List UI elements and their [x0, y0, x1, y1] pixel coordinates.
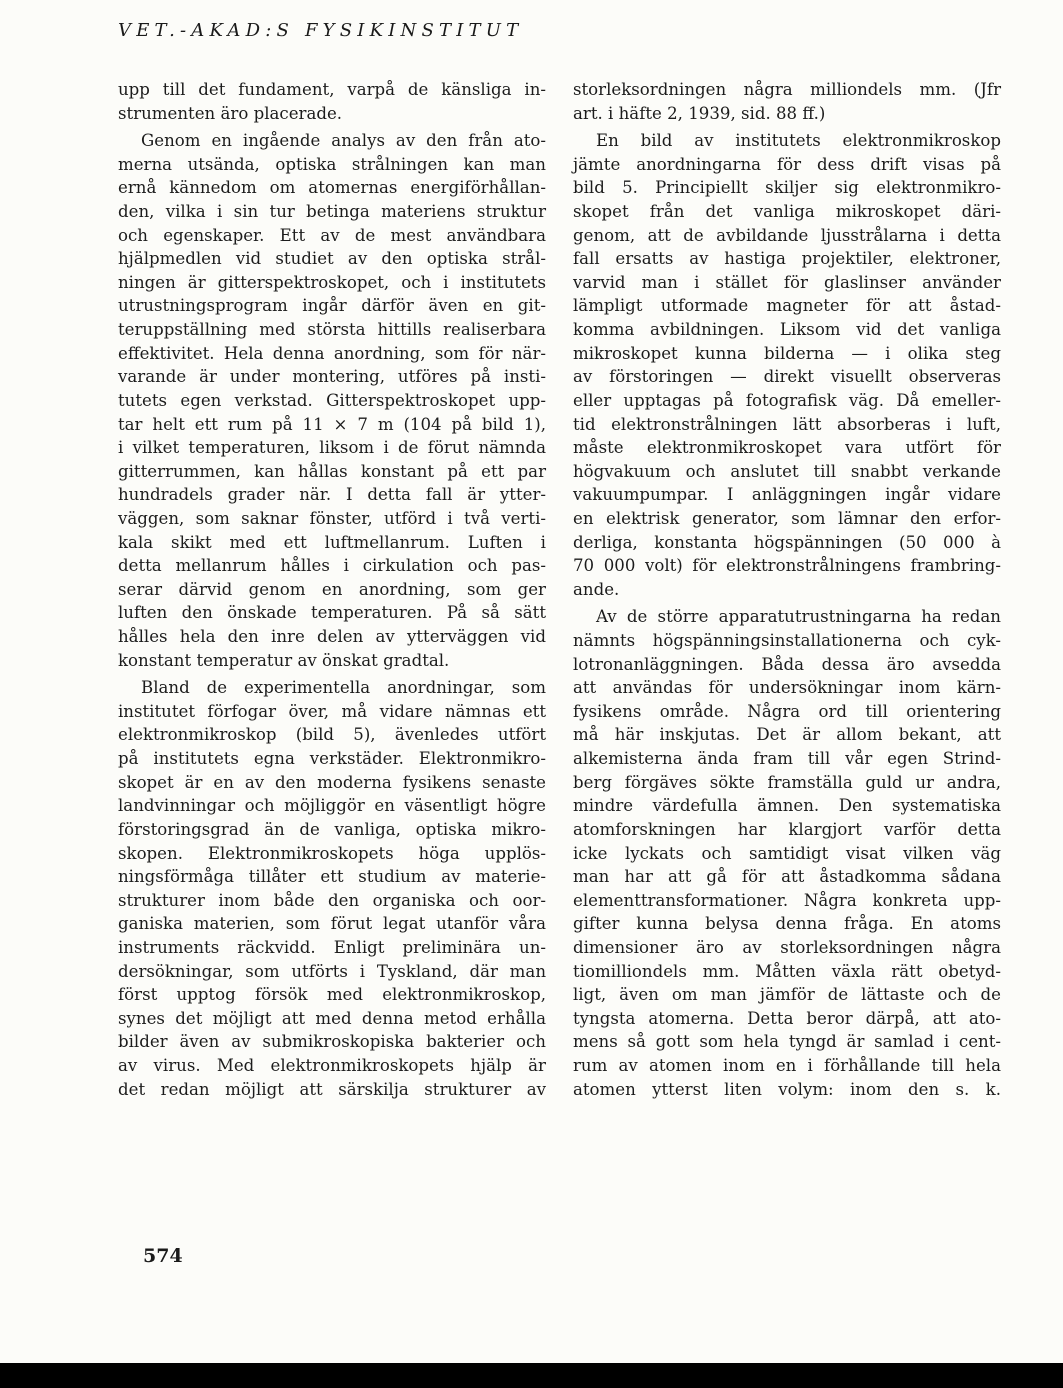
text-line: man har att gå för att åstadkomma sådana — [573, 867, 1001, 887]
text-line: tiomilliondels mm. Måtten växla rätt obetyd- — [573, 961, 1001, 981]
text-line: berg förgäves sökte framställa guld ur andra, — [573, 772, 1001, 792]
text-line: En bild av institutets elektronmikroskop — [596, 131, 1001, 151]
text-line: hålles hela den inre delen av ytterväggen vid — [118, 627, 546, 647]
page-number: 574 — [143, 1245, 183, 1267]
text-line: bild 5. Principiellt skiljer sig elektronmikro- — [573, 178, 1001, 198]
text-line: dimensioner äro av storleksordningen några — [573, 937, 1001, 957]
text-line: tar helt ett rum på 11 × 7 m (104 på bild 1), — [118, 414, 546, 434]
paragraph — [573, 605, 1001, 1101]
text-line: lämpligt utformade magneter för att åstad- — [573, 296, 1001, 316]
text-line: varvid man i stället för glaslinser använder — [573, 272, 1001, 292]
text-line: varande är under montering, utföres på insti- — [118, 367, 546, 387]
text-line: landvinningar och möjliggör en väsentligt högre — [118, 796, 546, 816]
text-line: hjälpmedlen vid studiet av den optiska strål- — [118, 249, 546, 269]
text-line: av förstoringen — direkt visuellt observeras — [573, 367, 1001, 387]
text-line: atomforskningen har klargjort varför detta — [573, 819, 1001, 839]
text-line: tutets egen verkstad. Gitterspektroskopet upp- — [118, 390, 546, 410]
text-line: hundradels grader när. I detta fall är ytter- — [118, 485, 546, 505]
text-line: en elektrisk generator, som lämnar den erfor- — [573, 508, 1001, 528]
text-line: fysikens område. Några ord till orientering — [573, 701, 1001, 721]
text-line: av virus. Med elektronmikroskopets hjälp är — [118, 1055, 546, 1075]
scan-border — [0, 1363, 1063, 1388]
text-line: förstoringsgrad än de vanliga, optiska mikro- — [118, 819, 546, 839]
paragraph — [118, 78, 546, 125]
text-line: mens så gott som hela tyngd är samlad i cent- — [573, 1032, 1001, 1052]
text-line: storleksordningen några milliondels mm. (Jfr — [573, 80, 1001, 99]
text-line: detta mellanrum hålles i cirkulation och pas- — [118, 556, 546, 576]
text-line: genom, att de avbildande ljusstrålarna i detta — [573, 225, 1001, 245]
text-line: dersökningar, som utförts i Tyskland, där man — [118, 961, 546, 981]
text-line: skopen. Elektronmikroskopets höga upplös- — [118, 843, 546, 863]
text-line: upp till det fundament, varpå de känsliga in- — [118, 80, 546, 99]
text-line: utrustningsprogram ingår därför även en git- — [118, 296, 546, 316]
text-line: vakuumpumpar. I anläggningen ingår vidare — [573, 485, 1001, 505]
text-line: lotronanläggningen. Båda dessa äro avsedda — [573, 654, 1001, 674]
left-column — [118, 78, 546, 1105]
text-line: ningen är gitterspektroskopet, och i institutets — [118, 272, 546, 292]
text-line: elektronmikroskop (bild 5), ävenledes utfört — [118, 725, 546, 745]
text-line: eller upptagas på fotografisk väg. Då emeller- — [573, 390, 1001, 410]
text-line: den, vilka i sin tur betinga materiens struktur — [118, 202, 546, 222]
text-line: ernå kännedom om atomernas energiförhållan- — [118, 178, 546, 198]
text-line: elementtransformationer. Några konkreta upp- — [573, 890, 1001, 910]
text-line: art. i häfte 2, 1939, sid. 88 ff.) — [573, 103, 826, 123]
text-line: ganiska materien, som förut legat utanför våra — [118, 914, 546, 934]
text-line: högvakuum och anslutet till snabbt verkande — [573, 461, 1001, 481]
text-line: gitterrummen, kan hållas konstant på ett par — [118, 461, 546, 481]
text-line: atomen ytterst liten volym: inom den s. k. — [573, 1079, 1001, 1099]
text-line: komma avbildningen. Liksom vid det vanliga — [573, 320, 1001, 340]
text-line: Genom en ingående analys av den från ato- — [141, 131, 546, 151]
text-line: tyngsta atomerna. Detta beror därpå, att ato- — [573, 1008, 1001, 1028]
text-line: fall ersatts av hastiga projektiler, elektroner, — [573, 249, 1001, 269]
text-line: och egenskaper. Ett av de mest användbara — [118, 225, 546, 245]
text-line: det redan möjligt att särskilja strukturer av — [118, 1079, 546, 1099]
text-line: effektivitet. Hela denna anordning, som för när- — [118, 343, 546, 363]
text-line: skopet är en av den moderna fysikens senaste — [118, 772, 546, 792]
text-line: jämte anordningarna för dess drift visas på — [573, 154, 1001, 174]
text-line: kala skikt med ett luftmellanrum. Luften i — [118, 532, 546, 552]
text-line: merna utsända, optiska strålningen kan man — [118, 154, 546, 174]
text-line: 70 000 volt) för elektronstrålningens frambring- — [573, 556, 1001, 576]
running-head: VET.-AKAD:S FYSIKINSTITUT — [118, 20, 524, 41]
right-column — [573, 78, 1001, 1105]
text-line: luften den önskade temperaturen. På så sätt — [118, 603, 546, 623]
text-line: ande. — [573, 579, 620, 599]
text-line: mindre värdefulla ämnen. Den systematiska — [573, 796, 1001, 816]
text-line: teruppställning med största hittills realiserbara — [118, 320, 546, 340]
text-line: i vilket temperaturen, liksom i de förut nämnda — [118, 438, 546, 458]
text-line: nämnts högspänningsinstallationerna och cyk- — [573, 631, 1001, 651]
text-line: Av de större apparatutrustningarna ha redan — [596, 607, 1001, 627]
text-line: rum av atomen inom en i förhållande till hela — [573, 1055, 1001, 1075]
text-line: ningsförmåga tillåter ett studium av materie- — [118, 867, 546, 887]
text-line: tid elektronstrålningen lätt absorberas i luft, — [573, 414, 1001, 434]
paragraph — [118, 129, 546, 672]
text-line: måste elektronmikroskopet vara utfört för — [573, 438, 1001, 458]
text-line: må här inskjutas. Det är allom bekant, att — [573, 725, 1001, 745]
paragraph — [118, 676, 546, 1101]
paragraph — [573, 78, 1001, 125]
text-line: väggen, som saknar fönster, utförd i två verti- — [118, 508, 546, 528]
text-line: först upptog försök med elektronmikroskop, — [118, 985, 546, 1005]
text-line: skopet från det vanliga mikroskopet däri- — [573, 202, 1001, 222]
paragraph — [573, 129, 1001, 601]
text-line: gifter kunna belysa denna fråga. En atoms — [573, 914, 1001, 934]
text-line: serar därvid genom en anordning, som ger — [118, 579, 546, 599]
text-line: derliga, konstanta högspänningen (50 000 à — [573, 532, 1001, 552]
text-line: icke lyckats och samtidigt visat vilken väg — [573, 843, 1001, 863]
text-line: strumenten äro placerade. — [118, 103, 343, 123]
text-line: Bland de experimentella anordningar, som — [141, 678, 546, 698]
text-line: ligt, även om man jämför de lättaste och de — [573, 985, 1001, 1005]
text-line: konstant temperatur av önskat gradtal. — [118, 650, 450, 670]
text-line: på institutets egna verkstäder. Elektronmikro- — [118, 749, 546, 769]
text-line: instruments räckvidd. Enligt preliminära un- — [118, 937, 546, 957]
text-line: att användas för undersökningar inom kärn- — [573, 678, 1001, 698]
text-line: synes det möjligt att med denna metod erhålla — [118, 1008, 546, 1028]
text-line: alkemisterna ända fram till vår egen Strind- — [573, 749, 1001, 769]
text-line: institutet förfogar över, må vidare nämnas ett — [118, 701, 546, 721]
text-line: strukturer inom både den organiska och oor- — [118, 890, 546, 910]
text-line: mikroskopet kunna bilderna — i olika steg — [573, 343, 1001, 363]
text-line: bilder även av submikroskopiska bakterier och — [118, 1032, 546, 1052]
